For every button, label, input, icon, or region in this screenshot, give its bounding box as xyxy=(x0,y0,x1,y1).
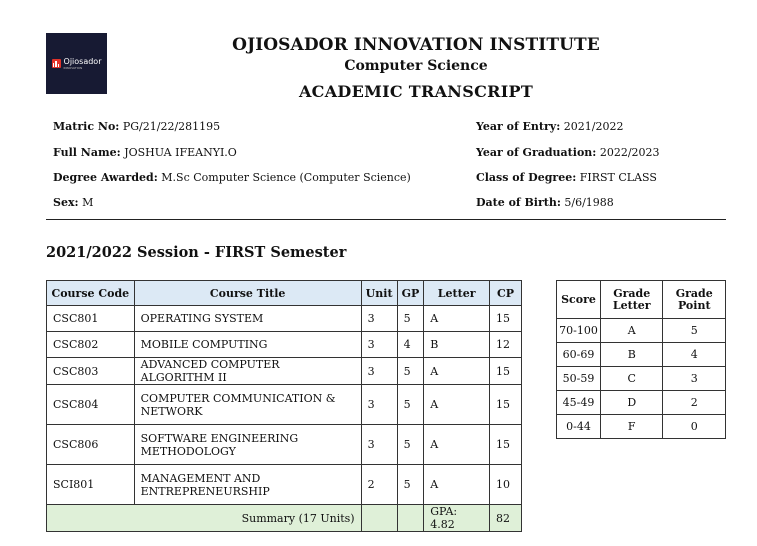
table-row xyxy=(557,367,726,391)
grade-score: 60-69 xyxy=(557,343,601,367)
courses-table xyxy=(46,280,522,532)
grade-point: 3 xyxy=(663,367,726,391)
course-gp: 4 xyxy=(397,332,424,358)
grade-point: 0 xyxy=(663,415,726,439)
degree-info xyxy=(53,171,411,184)
course-gp: 5 xyxy=(397,358,424,385)
graduation-value: 2022/2023 xyxy=(599,146,660,159)
course-letter: A xyxy=(424,358,490,385)
matric-value: PG/21/22/281195 xyxy=(122,120,221,133)
course-letter: A xyxy=(424,306,490,332)
summary-gpa: GPA: 4.82 xyxy=(424,505,490,532)
degree-value: M.Sc Computer Science (Computer Science) xyxy=(161,171,411,184)
sex-info xyxy=(53,196,93,209)
course-cp: 15 xyxy=(490,358,522,385)
course-cp: 15 xyxy=(490,425,522,465)
fullname-label: Full Name: xyxy=(53,146,121,159)
course-cp: 10 xyxy=(490,465,522,505)
entry-label: Year of Entry: xyxy=(476,120,561,133)
matric-label: Matric No: xyxy=(53,120,120,133)
course-code: CSC806 xyxy=(47,425,135,465)
course-cp: 15 xyxy=(490,385,522,425)
fullname-value: JOSHUA IFEANYI.O xyxy=(124,146,237,159)
col-course-title: Course Title xyxy=(134,281,361,306)
dob-value: 5/6/1988 xyxy=(564,196,614,209)
sex-label: Sex: xyxy=(53,196,79,209)
dob-info xyxy=(476,196,614,209)
logo-name: Ojiosador xyxy=(63,56,102,66)
table-row xyxy=(557,319,726,343)
fullname-info xyxy=(53,146,237,159)
grade-point: 5 xyxy=(663,319,726,343)
grading-table xyxy=(556,280,726,439)
course-gp: 5 xyxy=(397,425,424,465)
grade-letter: D xyxy=(600,391,663,415)
course-unit: 3 xyxy=(361,385,397,425)
graduation-info xyxy=(476,146,660,159)
course-cp: 15 xyxy=(490,306,522,332)
dob-label: Date of Birth: xyxy=(476,196,561,209)
col-grade-point: Grade Point xyxy=(663,281,726,319)
grade-letter: C xyxy=(600,367,663,391)
courses-header-row xyxy=(47,281,522,306)
summary-label: Summary (17 Units) xyxy=(47,505,362,532)
summary-empty xyxy=(397,505,424,532)
document-title: ACADEMIC TRANSCRIPT xyxy=(298,82,534,101)
logo-subtext: INNOVATION xyxy=(63,65,83,70)
course-code: CSC802 xyxy=(47,332,135,358)
table-row xyxy=(47,465,522,505)
grade-score: 50-59 xyxy=(557,367,601,391)
course-gp: 5 xyxy=(397,306,424,332)
entry-value: 2021/2022 xyxy=(563,120,624,133)
col-letter: Letter xyxy=(424,281,490,306)
summary-empty xyxy=(361,505,397,532)
course-unit: 3 xyxy=(361,306,397,332)
course-cp: 12 xyxy=(490,332,522,358)
course-unit: 3 xyxy=(361,358,397,385)
course-gp: 5 xyxy=(397,385,424,425)
grade-letter: B xyxy=(600,343,663,367)
table-row xyxy=(557,391,726,415)
course-code: CSC803 xyxy=(47,358,135,385)
grade-letter: A xyxy=(600,319,663,343)
entry-info xyxy=(476,120,623,133)
grading-header-row xyxy=(557,281,726,319)
summary-row xyxy=(47,505,522,532)
class-label: Class of Degree: xyxy=(476,171,577,184)
class-info xyxy=(476,171,657,184)
col-grade-letter: Grade Letter xyxy=(600,281,663,319)
table-row xyxy=(47,385,522,425)
matric-info xyxy=(53,120,220,133)
course-code: CSC804 xyxy=(47,385,135,425)
degree-label: Degree Awarded: xyxy=(53,171,158,184)
institution-name: OJIOSADOR INNOVATION INSTITUTE xyxy=(232,35,600,55)
course-letter: A xyxy=(424,425,490,465)
graduation-label: Year of Graduation: xyxy=(476,146,597,159)
col-course-code: Course Code xyxy=(47,281,135,306)
course-unit: 3 xyxy=(361,332,397,358)
table-row xyxy=(47,306,522,332)
course-unit: 2 xyxy=(361,465,397,505)
course-code: SCI801 xyxy=(47,465,135,505)
course-title: MANAGEMENT AND ENTREPRENEURSHIP xyxy=(134,465,361,505)
sex-value: M xyxy=(82,196,94,209)
table-row xyxy=(47,425,522,465)
course-title: OPERATING SYSTEM xyxy=(134,306,361,332)
table-row xyxy=(47,332,522,358)
grade-score: 0-44 xyxy=(557,415,601,439)
course-unit: 3 xyxy=(361,425,397,465)
col-score: Score xyxy=(557,281,601,319)
col-gp: GP xyxy=(397,281,424,306)
section-divider xyxy=(46,219,726,220)
table-row xyxy=(557,343,726,367)
table-row xyxy=(47,358,522,385)
grade-score: 45-49 xyxy=(557,391,601,415)
grade-point: 4 xyxy=(663,343,726,367)
course-letter: A xyxy=(424,465,490,505)
class-value: FIRST CLASS xyxy=(579,171,657,184)
summary-total-cp: 82 xyxy=(490,505,522,532)
col-cp: CP xyxy=(490,281,522,306)
course-code: CSC801 xyxy=(47,306,135,332)
course-title: ADVANCED COMPUTER ALGORITHM II xyxy=(134,358,361,385)
grade-letter: F xyxy=(600,415,663,439)
department-name: Computer Science xyxy=(344,58,488,74)
grade-score: 70-100 xyxy=(557,319,601,343)
course-title: SOFTWARE ENGINEERING METHODOLOGY xyxy=(134,425,361,465)
course-letter: B xyxy=(424,332,490,358)
course-gp: 5 xyxy=(397,465,424,505)
grade-point: 2 xyxy=(663,391,726,415)
col-unit: Unit xyxy=(361,281,397,306)
course-title: COMPUTER COMMUNICATION & NETWORK xyxy=(134,385,361,425)
course-title: MOBILE COMPUTING xyxy=(134,332,361,358)
session-title: 2021/2022 Session - FIRST Semester xyxy=(46,244,347,261)
table-row xyxy=(557,415,726,439)
course-letter: A xyxy=(424,385,490,425)
